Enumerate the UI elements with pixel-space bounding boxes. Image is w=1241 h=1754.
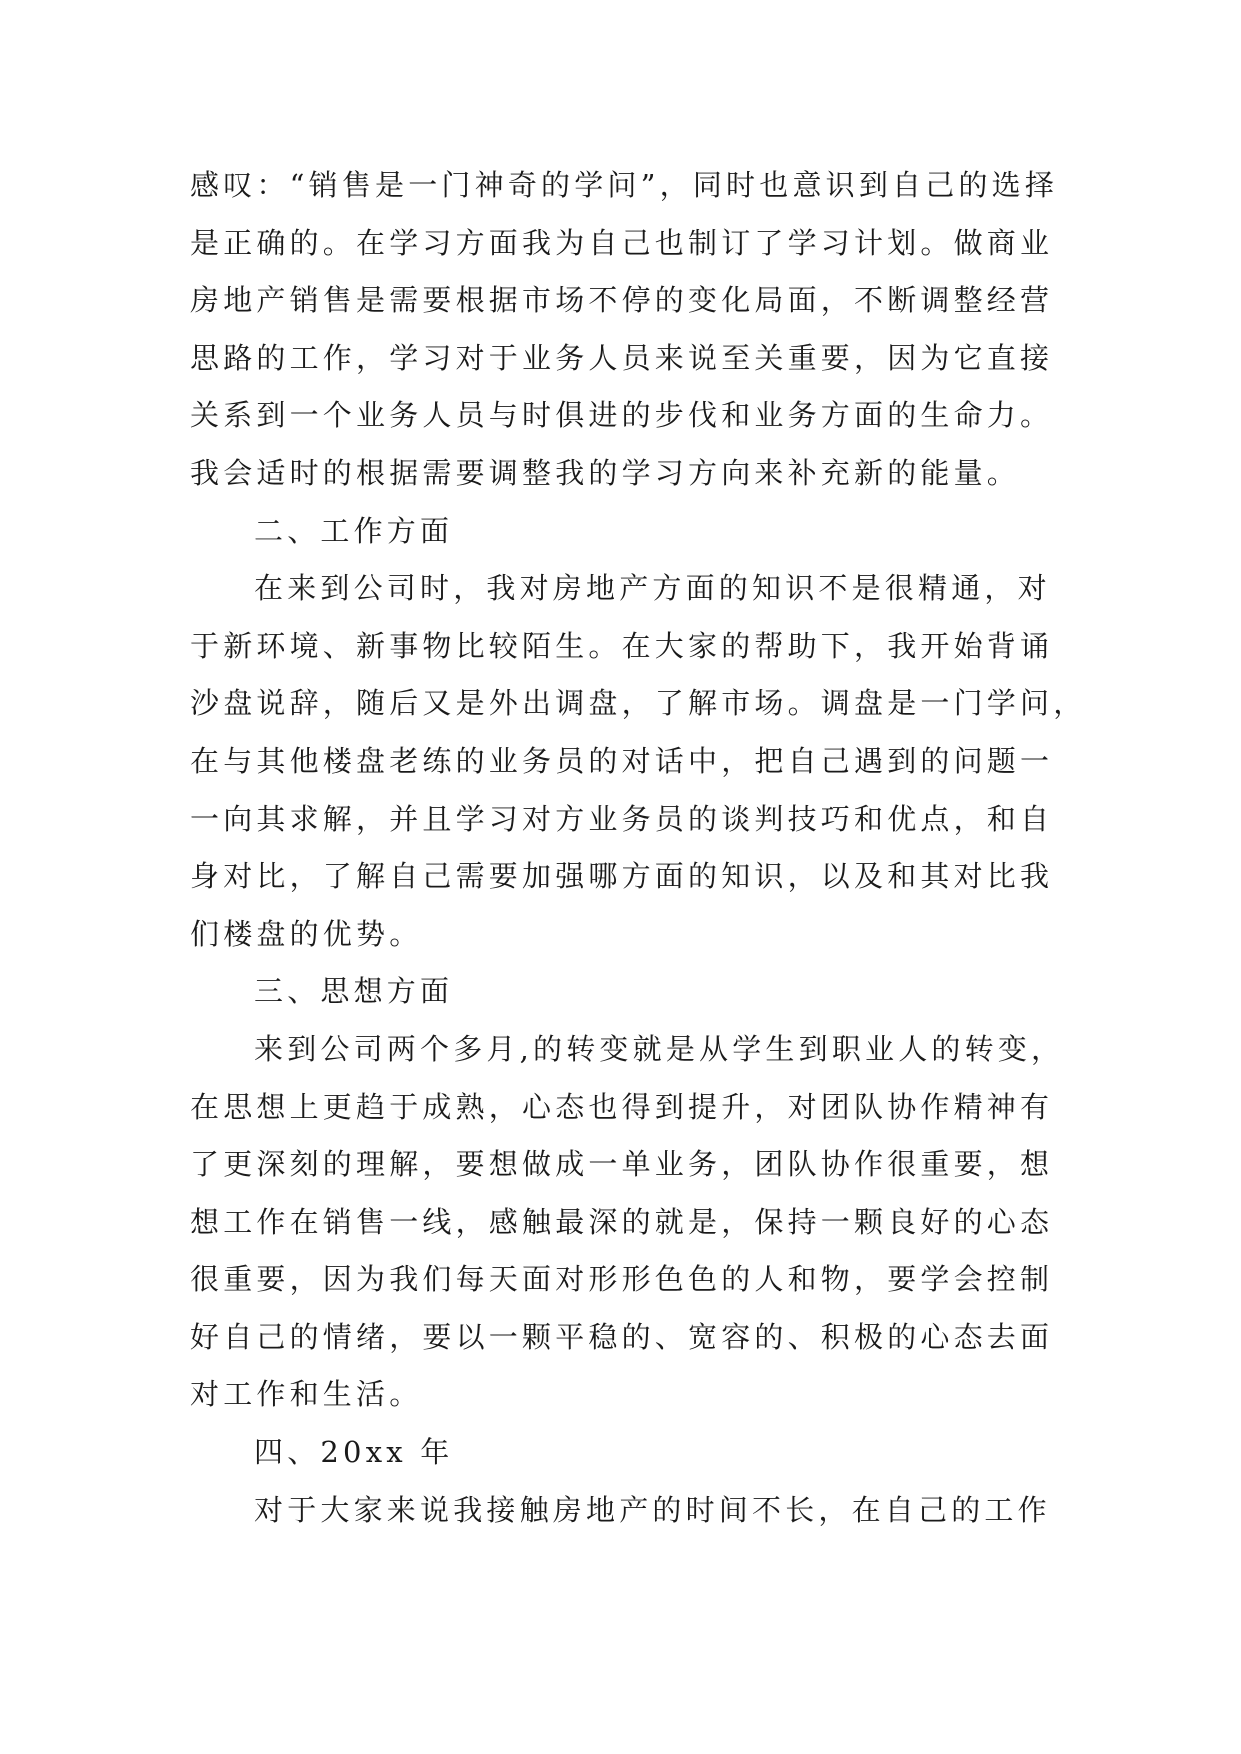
text-line: 很重要，因为我们每天面对形形色色的人和物，要学会控制 [190, 1262, 1054, 1297]
text-line: 了更深刻的理解，要想做成一单业务，团队协作很重要，想 [190, 1147, 1054, 1182]
text-line: 想工作在销售一线，感触最深的就是，保持一颗良好的心态 [190, 1204, 1054, 1239]
text-line: 对工作和生活。 [190, 1377, 423, 1412]
section-heading: 三、思想方面 [254, 974, 454, 1009]
text-line: 感叹：“销售是一门神奇的学问”，同时也意识到自己的选择 [190, 168, 1059, 202]
section-heading: 四、20xx 年 [254, 1435, 454, 1470]
section-heading: 二、工作方面 [254, 513, 454, 548]
document-body [190, 157, 1087, 1539]
text-line: 关系到一个业务人员与时俱进的步伐和业务方面的生命力。 [190, 398, 1054, 433]
text-line: 我会适时的根据需要调整我的学习方向来补充新的能量。 [190, 455, 1021, 490]
text-line: 好自己的情绪，要以一颗平稳的、宽容的、积极的心态去面 [190, 1319, 1054, 1354]
text-line: 是正确的。在学习方面我为自己也制订了学习计划。做商业 [190, 225, 1054, 260]
text-line: 在思想上更趋于成熟，心态也得到提升，对团队协作精神有 [190, 1089, 1054, 1124]
text-line: 在来到公司时，我对房地产方面的知识不是很精通，对 [254, 571, 1051, 606]
text-line: 在与其他楼盘老练的业务员的对话中，把自己遇到的问题一 [190, 743, 1054, 778]
text-line: 于新环境、新事物比较陌生。在大家的帮助下，我开始背诵 [190, 628, 1054, 663]
text-line: 房地产销售是需要根据市场不停的变化局面，不断调整经营 [190, 283, 1054, 318]
text-line: 身对比，了解自己需要加强哪方面的知识，以及和其对比我 [190, 859, 1054, 894]
text-line: 对于大家来说我接触房地产的时间不长，在自己的工作 [254, 1492, 1051, 1527]
text-line: 们楼盘的优势。 [190, 916, 423, 951]
text-line: 思路的工作，学习对于业务人员来说至关重要，因为它直接 [190, 340, 1054, 375]
text-line: 来到公司两个多月,的转变就是从学生到职业人的转变， [254, 1031, 1065, 1066]
text-line: 沙盘说辞，随后又是外出调盘，了解市场。调盘是一门学问， [190, 686, 1087, 721]
text-line: 一向其求解，并且学习对方业务员的谈判技巧和优点，和自 [190, 801, 1054, 836]
